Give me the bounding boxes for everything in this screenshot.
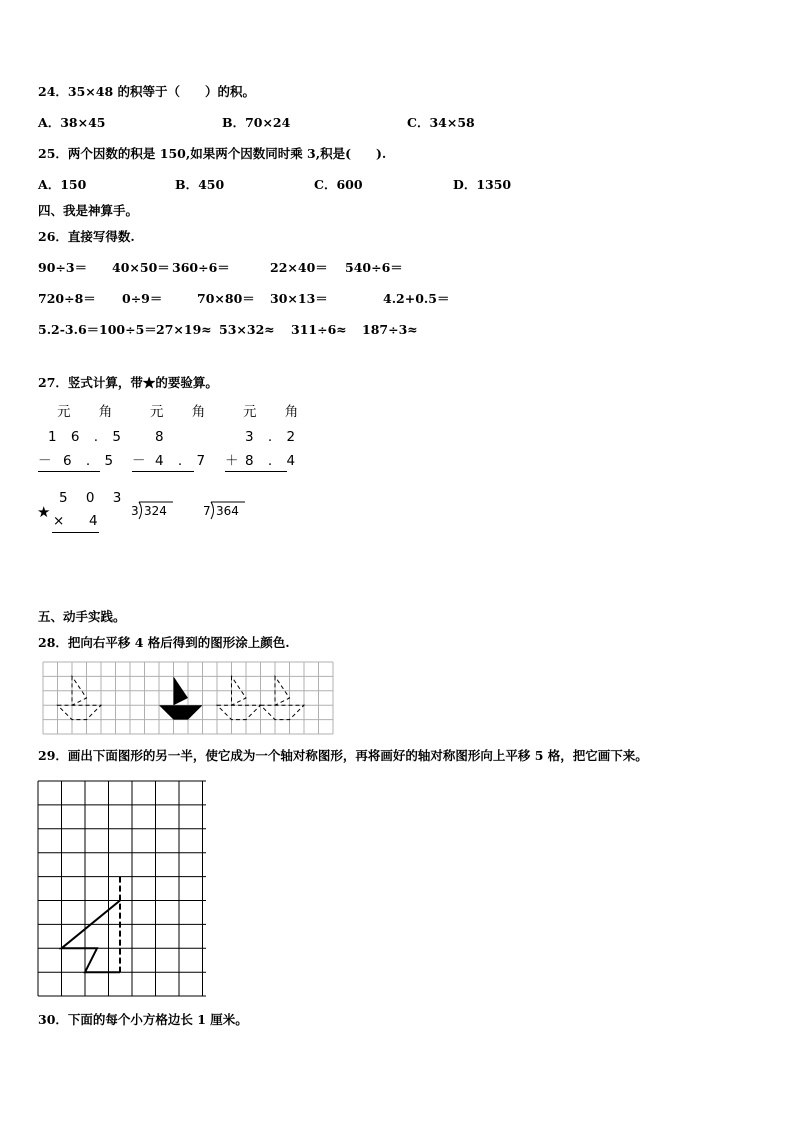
q27-p1-unit-header: 元 角: [57, 404, 125, 420]
section4-title: 四、我是神算手。: [38, 203, 139, 218]
q27-p3-bottom: 8 . 4: [245, 453, 301, 469]
q25-option-c: C．600: [314, 177, 363, 192]
q26-r1-c5: 540÷6＝: [345, 260, 403, 275]
q27-p4-op: ×: [53, 513, 70, 529]
q28-solid-sailboat: [159, 676, 203, 719]
q29-half-shape: [62, 901, 121, 973]
q26-r2-c4: 30×13＝: [270, 291, 328, 306]
q26-r1-c4: 22×40＝: [270, 260, 328, 275]
q28-dashed-sailboat-3: [261, 676, 305, 719]
q24-stem: 24．35×48 的积等于（ ）的积。: [38, 84, 256, 99]
q26-r2-c2: 0÷9＝: [122, 291, 163, 306]
q26-r2-c5: 4.2+0.5＝: [383, 291, 450, 306]
q27-p3-top: 3 . 2: [245, 429, 301, 445]
q27-p3-op: ＋: [225, 453, 244, 469]
q26-r3-c1: 5.2-3.6＝: [38, 322, 100, 337]
q26-stem: 26．直接写得数.: [38, 229, 135, 244]
q24-option-b: B．70×24: [222, 115, 291, 130]
q28-stem: 28．把向右平移 4 格后得到的图形涂上颜色.: [38, 635, 290, 650]
q24-option-c: C．34×58: [407, 115, 475, 130]
q28-dashed-sailboat-2: [217, 676, 261, 719]
q27-p1-op: －: [38, 453, 57, 469]
q26-r2-c1: 720÷8＝: [38, 291, 96, 306]
q27-p4-top: 5 0 3: [59, 490, 129, 506]
q27-p6-dividend: 364: [216, 504, 239, 518]
q27-p1-bottom: 6 . 5: [63, 453, 119, 469]
q27-p1-rule: [38, 471, 100, 472]
section5-title: 五、动手实践。: [38, 609, 126, 624]
q26-r1-c3: 360÷6＝: [172, 260, 230, 275]
q29-grid-figure: [38, 781, 208, 997]
q27-p2-bottom: 4 . 7: [155, 453, 211, 469]
q28-dashed-sailboat-1: [58, 676, 102, 719]
q29-grid: [38, 781, 206, 996]
q25-option-b: B．450: [175, 177, 225, 192]
q27-p2-top: 8: [155, 429, 169, 445]
q27-p5-divisor: 3: [131, 504, 139, 518]
q27-p2-rule: [132, 471, 194, 472]
q26-r1-c1: 90÷3＝: [38, 260, 88, 275]
q25-stem: 25．两个因数的积是 150,如果两个因数同时乘 3,积是( ).: [38, 146, 387, 161]
q27-p4-star: ★: [37, 503, 51, 521]
q28-grid-figure: [43, 662, 335, 734]
q30-stem: 30．下面的每个小方格边长 1 厘米。: [38, 1012, 248, 1027]
q26-r1-c2: 40×50＝: [112, 260, 170, 275]
q24-option-a: A．38×45: [38, 115, 106, 130]
q27-p3-rule: [225, 471, 287, 472]
q27-p4-rule: [52, 532, 99, 533]
q26-r3-c4: 53×32≈: [219, 322, 275, 337]
q27-stem: 27．竖式计算，带★的要验算。: [38, 375, 218, 390]
q26-r3-c5: 311÷6≈: [291, 322, 347, 337]
q27-p5-dividend: 324: [144, 504, 167, 518]
q25-option-d: D．1350: [453, 177, 512, 192]
q27-p1-top: 1 6 . 5: [48, 429, 126, 445]
q27-p4-bottom: 4: [89, 513, 103, 529]
q29-stem: 29．画出下面图形的另一半，使它成为一个轴对称图形，再将画好的轴对称图形向上平移 5 格，把它画下来。: [38, 748, 648, 763]
q26-r3-c2: 100÷5＝: [99, 322, 157, 337]
q27-p6-divisor: 7: [203, 504, 211, 518]
q26-r2-c3: 70×80＝: [197, 291, 255, 306]
q27-p3-unit-header: 元 角: [243, 404, 311, 420]
q27-p2-op: －: [132, 453, 151, 469]
q27-p2-unit-header: 元 角: [150, 404, 218, 420]
q26-r3-c3: 27×19≈: [156, 322, 212, 337]
q25-option-a: A．150: [38, 177, 87, 192]
q26-r3-c6: 187÷3≈: [362, 322, 418, 337]
